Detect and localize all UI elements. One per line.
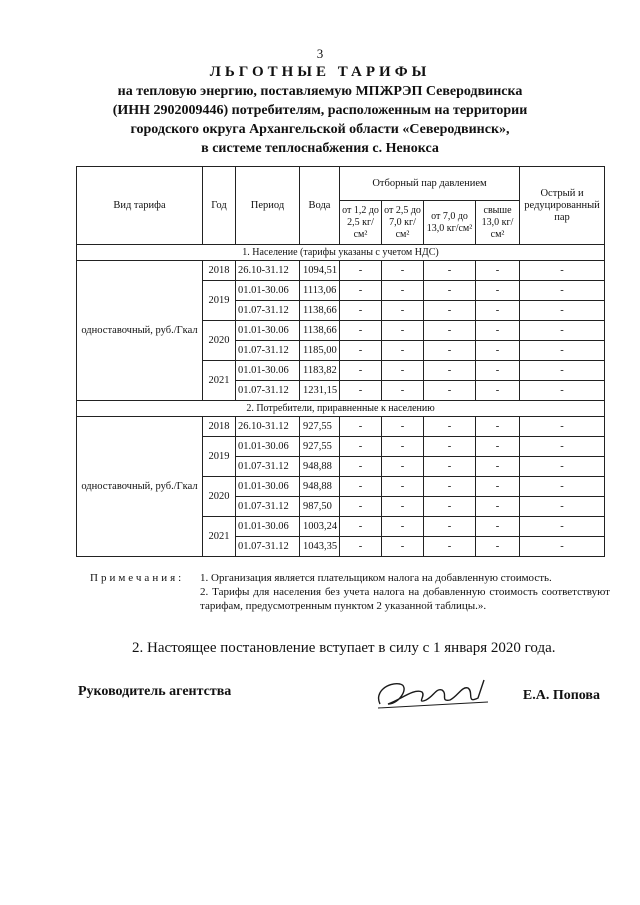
- title-main: ЛЬГОТНЫЕ ТАРИФЫ: [209, 64, 431, 80]
- dash-cell: -: [382, 437, 424, 457]
- dash-cell: -: [382, 281, 424, 301]
- dash-cell: -: [340, 321, 382, 341]
- water-value: 1185,00: [300, 341, 340, 361]
- year-cell: 2019: [203, 437, 236, 477]
- col-header-steam-1: от 1,2 до 2,5 кг/см²: [340, 201, 382, 245]
- dash-cell: -: [382, 457, 424, 477]
- water-value: 1113,06: [300, 281, 340, 301]
- dash-cell: -: [476, 281, 520, 301]
- dash-cell: -: [340, 477, 382, 497]
- dash-cell: -: [520, 321, 605, 341]
- dash-cell: -: [520, 457, 605, 477]
- tariff-type: одноставочный, руб./Гкал: [77, 417, 203, 557]
- water-value: 1138,66: [300, 321, 340, 341]
- year-cell: 2018: [203, 417, 236, 437]
- dash-cell: -: [340, 417, 382, 437]
- page-number: 3: [316, 46, 324, 61]
- dash-cell: -: [382, 477, 424, 497]
- signature-block: [78, 682, 600, 722]
- col-header-year: Год: [203, 167, 236, 245]
- signer-name: Е.А. Попова: [522, 688, 600, 703]
- dash-cell: -: [520, 341, 605, 361]
- water-value: 927,55: [300, 437, 340, 457]
- dash-cell: -: [340, 437, 382, 457]
- dash-cell: -: [424, 261, 476, 281]
- dash-cell: -: [520, 301, 605, 321]
- dash-cell: -: [520, 497, 605, 517]
- dash-cell: -: [340, 261, 382, 281]
- dash-cell: -: [382, 517, 424, 537]
- dash-cell: -: [340, 517, 382, 537]
- water-value: 1231,15: [300, 381, 340, 401]
- signer-position: Руководитель агентства: [78, 684, 232, 699]
- year-cell: 2020: [203, 477, 236, 517]
- dash-cell: -: [382, 537, 424, 557]
- dash-cell: -: [424, 497, 476, 517]
- table-row: [77, 417, 605, 437]
- col-header-sharp-steam: Острый и редуцированный пар: [520, 167, 605, 245]
- dash-cell: -: [424, 341, 476, 361]
- dash-cell: -: [476, 477, 520, 497]
- water-value: 948,88: [300, 457, 340, 477]
- dash-cell: -: [476, 301, 520, 321]
- dash-cell: -: [340, 301, 382, 321]
- dash-cell: -: [382, 321, 424, 341]
- dash-cell: -: [520, 537, 605, 557]
- title-line: городского округа Архангельской области «Северодвинск»,: [130, 122, 510, 137]
- water-value: 987,50: [300, 497, 340, 517]
- title-line: (ИНН 2902009446) потребителям, расположенным на территории: [112, 103, 528, 118]
- dash-cell: -: [382, 261, 424, 281]
- dash-cell: -: [340, 537, 382, 557]
- period-cell: 01.07-31.12: [236, 537, 300, 557]
- dash-cell: -: [476, 457, 520, 477]
- dash-cell: -: [476, 497, 520, 517]
- dash-cell: -: [424, 457, 476, 477]
- water-value: 1043,35: [300, 537, 340, 557]
- dash-cell: -: [424, 517, 476, 537]
- dash-cell: -: [382, 301, 424, 321]
- period-cell: 01.07-31.12: [236, 457, 300, 477]
- notes-items: [200, 571, 610, 613]
- dash-cell: -: [520, 517, 605, 537]
- handwritten-signature: [370, 670, 500, 720]
- dash-cell: -: [340, 341, 382, 361]
- dash-cell: -: [476, 381, 520, 401]
- tariff-type: одноставочный, руб./Гкал: [77, 261, 203, 401]
- dash-cell: -: [476, 341, 520, 361]
- table-row: [77, 261, 605, 281]
- water-value: 1003,24: [300, 517, 340, 537]
- dash-cell: -: [424, 281, 476, 301]
- water-value: 1183,82: [300, 361, 340, 381]
- period-cell: 26.10-31.12: [236, 417, 300, 437]
- dash-cell: -: [476, 361, 520, 381]
- period-cell: 01.01-30.06: [236, 517, 300, 537]
- dash-cell: -: [382, 497, 424, 517]
- section-title: 1. Население (тарифы указаны с учетом НДС): [77, 245, 605, 261]
- tariff-table: [76, 166, 605, 557]
- document-title: [0, 62, 640, 158]
- dash-cell: -: [340, 281, 382, 301]
- note-item: 2. Тарифы для населения без учета налога на добавленную стоимость соответствуют тарифам, предусмотренным пунктом 2 указанной таблицы.».: [200, 586, 610, 612]
- water-value: 1094,51: [300, 261, 340, 281]
- water-value: 927,55: [300, 417, 340, 437]
- dash-cell: -: [424, 537, 476, 557]
- dash-cell: -: [340, 457, 382, 477]
- dash-cell: -: [520, 361, 605, 381]
- col-header-water: Вода: [300, 167, 340, 245]
- dash-cell: -: [424, 321, 476, 341]
- dash-cell: -: [476, 537, 520, 557]
- dash-cell: -: [382, 341, 424, 361]
- col-header-period: Период: [236, 167, 300, 245]
- col-header-type: Вид тарифа: [77, 167, 203, 245]
- dash-cell: -: [382, 417, 424, 437]
- col-header-steam-group: Отборный пар давлением: [340, 167, 520, 201]
- year-cell: 2020: [203, 321, 236, 361]
- dash-cell: -: [382, 381, 424, 401]
- dash-cell: -: [424, 381, 476, 401]
- dash-cell: -: [476, 517, 520, 537]
- period-cell: 01.07-31.12: [236, 497, 300, 517]
- period-cell: 26.10-31.12: [236, 261, 300, 281]
- year-cell: 2018: [203, 261, 236, 281]
- period-cell: 01.07-31.12: [236, 341, 300, 361]
- period-cell: 01.01-30.06: [236, 437, 300, 457]
- dash-cell: -: [520, 417, 605, 437]
- water-value: 948,88: [300, 477, 340, 497]
- dash-cell: -: [340, 361, 382, 381]
- dash-cell: -: [340, 381, 382, 401]
- dash-cell: -: [520, 381, 605, 401]
- period-cell: 01.07-31.12: [236, 301, 300, 321]
- year-cell: 2019: [203, 281, 236, 321]
- dash-cell: -: [424, 437, 476, 457]
- dash-cell: -: [424, 361, 476, 381]
- period-cell: 01.01-30.06: [236, 477, 300, 497]
- dash-cell: -: [424, 417, 476, 437]
- dash-cell: -: [520, 261, 605, 281]
- year-cell: 2021: [203, 361, 236, 401]
- col-header-steam-3: от 7,0 до 13,0 кг/см²: [424, 201, 476, 245]
- col-header-steam-2: от 2,5 до 7,0 кг/см²: [382, 201, 424, 245]
- dash-cell: -: [340, 497, 382, 517]
- decree-clause: 2. Настоящее постановление вступает в силу с 1 января 2020 года.: [132, 640, 556, 656]
- dash-cell: -: [476, 417, 520, 437]
- dash-cell: -: [476, 437, 520, 457]
- dash-cell: -: [520, 281, 605, 301]
- title-line: на тепловую энергию, поставляемую МПЖРЭП Северодвинска: [117, 84, 523, 99]
- period-cell: 01.01-30.06: [236, 321, 300, 341]
- dash-cell: -: [476, 321, 520, 341]
- dash-cell: -: [424, 301, 476, 321]
- note-item: 1. Организация является плательщиком налога на добавленную стоимость.: [200, 572, 552, 584]
- title-line: в системе теплоснабжения с. Ненокса: [201, 141, 439, 156]
- year-cell: 2021: [203, 517, 236, 557]
- col-header-steam-4: свыше 13,0 кг/см²: [476, 201, 520, 245]
- dash-cell: -: [520, 437, 605, 457]
- period-cell: 01.01-30.06: [236, 361, 300, 381]
- section-title: 2. Потребители, приравненные к населению: [77, 401, 605, 417]
- period-cell: 01.01-30.06: [236, 281, 300, 301]
- water-value: 1138,66: [300, 301, 340, 321]
- period-cell: 01.07-31.12: [236, 381, 300, 401]
- dash-cell: -: [520, 477, 605, 497]
- notes-label: Примечания:: [90, 572, 185, 584]
- dash-cell: -: [476, 261, 520, 281]
- dash-cell: -: [424, 477, 476, 497]
- dash-cell: -: [382, 361, 424, 381]
